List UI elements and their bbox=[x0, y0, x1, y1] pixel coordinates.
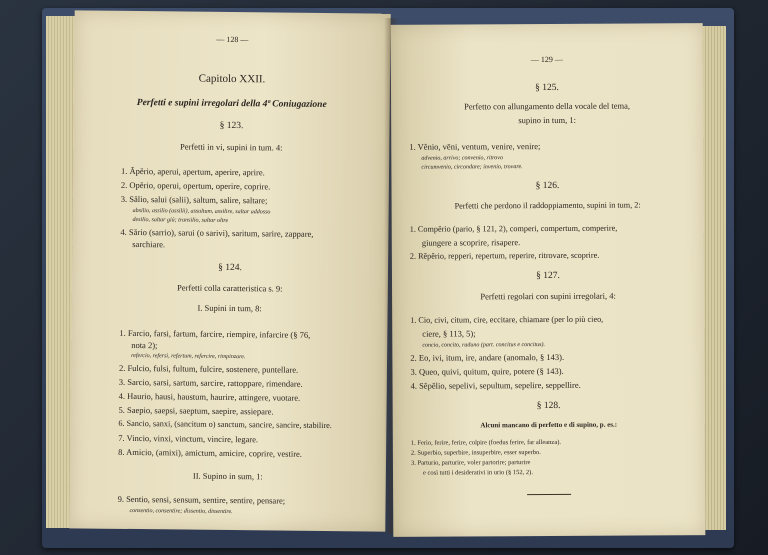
list-item: 8. Amicio, (amixi), amictum, amicire, coprire, vestire. bbox=[118, 446, 303, 459]
list-item: 1. Ăpĕrio, aperui, apertum, aperire, aprire. bbox=[120, 165, 265, 178]
list-note: absilio, assilio (assilii), assultum, assilire, saltar addosso bbox=[132, 207, 271, 216]
section-heading: § 124. bbox=[218, 262, 242, 274]
chapter-subtitle: Perfetti e supini irregolari della 4ª Coniugazione bbox=[136, 98, 327, 111]
section-title: Perfetti in vi, supini in tum. 4: bbox=[179, 141, 283, 153]
section-heading: § 126. bbox=[535, 180, 560, 192]
end-rule bbox=[527, 494, 571, 495]
section-heading: § 123. bbox=[219, 120, 244, 132]
list-item: 2. Fulcio, fulsi, fultum, fulcire, sostenere, puntellare. bbox=[118, 362, 299, 375]
section-title: Perfetti regolari con supini irregolari, 4: bbox=[480, 290, 616, 302]
section-title: Perfetti che perdono il raddoppiamento, supini in tum, 2: bbox=[454, 200, 641, 211]
list-item: 4. Haurio, hausi, haustum, haurire, attingere, vuotare. bbox=[118, 390, 301, 403]
section-heading: § 127. bbox=[536, 270, 560, 282]
list-item: 1. Ferio, ferire, ferire, colpire (foedus ferire, far alleanza). bbox=[410, 438, 562, 447]
list-note: refercio, refersi, refertum, refercire, rimpinzare. bbox=[131, 352, 246, 361]
left-page bbox=[69, 10, 390, 531]
list-note: advenio, arrivo; convenio, ritrovo bbox=[421, 155, 503, 162]
page-number: — 128 — bbox=[216, 34, 249, 45]
section-title: Alcuni mancano di perfetto e di supino, p. es.: bbox=[480, 420, 618, 430]
list-item: 2. Rĕpĕrio, repperi, repertum, reperire, ritrovare, scoprire. bbox=[409, 250, 600, 261]
page-number: — 129 — bbox=[530, 54, 563, 65]
subsection-title: I. Supini in tum, 8: bbox=[197, 302, 262, 314]
list-item: 4. Sĕpĕlio, sepelivi, sepultum, sepelire, seppellire. bbox=[410, 379, 581, 391]
list-item: 1. Vĕnio, vēni, ventum, venire, venire; bbox=[409, 141, 541, 152]
section-title: Perfetti colla caratteristica s. 9: bbox=[177, 282, 283, 294]
list-note: circumvenio, circondare; invenio, trovare. bbox=[421, 164, 523, 171]
list-item: e così tutti i desiderativi in urio (§ 152, 2). bbox=[422, 469, 533, 477]
list-item: 9. Sentio, sensi, sensum, sentire, sentire, pensare; bbox=[117, 493, 286, 506]
list-note: desilio, saltar giù; transilio, saltar oltre bbox=[132, 216, 229, 224]
list-item: 1. Compĕrio (pario, § 121, 2), comperi, compertum, comperire, bbox=[409, 223, 618, 234]
list-item: 1. Cio, civi, citum, cire, eccitare, chiamare (per lo più cieo, bbox=[410, 314, 604, 325]
list-item: 3. Sarcio, sarsi, sartum, sarcire, rattoppare, rimendare. bbox=[118, 376, 303, 389]
list-item: 2. Opĕrio, operui, opertum, operire, coprire. bbox=[120, 179, 271, 192]
subsection-title: II. Supino in sum, 1: bbox=[192, 470, 263, 482]
list-item: 3. Queo, quivi, quitum, quire, potere (§ 143). bbox=[410, 365, 564, 377]
list-note: concio, concito, raduno (part. concitus e concitus). bbox=[422, 342, 545, 349]
list-item: 3. Sălio, salui (salii), saltum, salire, saltare; bbox=[120, 193, 268, 206]
right-page bbox=[391, 23, 706, 537]
list-item: 1. Farcio, farsi, fartum, farcire, riempire, infarcire (§ 76, bbox=[119, 327, 311, 340]
section-heading: § 128. bbox=[536, 400, 561, 412]
list-item: 6. Sancio, sanxi, (sancitum o) sanctum, sancire, sancire, stabilire. bbox=[118, 418, 332, 431]
list-item: 2. Superbio, superbire, insuperbire, esser superbo. bbox=[410, 449, 541, 457]
list-item: 7. Vincio, vinxi, vinctum, vincire, legare. bbox=[118, 432, 259, 445]
list-item: 3. Parturio, parturire, voler partorire; parturire bbox=[410, 459, 531, 467]
chapter-heading: Capitolo XXII. bbox=[198, 72, 266, 86]
section-title: Perfetto con allungamento della vocale del tema, bbox=[464, 100, 631, 112]
section-title: supino in tum, 1: bbox=[518, 114, 577, 126]
list-item: sarchiare. bbox=[132, 238, 166, 250]
list-item: 2. Eo, ivi, itum, ire, andare (anomalo, § 143). bbox=[410, 351, 565, 363]
list-note: consentio, consentire; dissentio, dissentire. bbox=[129, 507, 233, 516]
list-item: giungere a scoprire, risapere. bbox=[421, 237, 521, 248]
list-item: ciere, § 113, 5); bbox=[422, 328, 476, 339]
section-heading: § 125. bbox=[535, 82, 559, 94]
list-item: 4. Sărio (sarrio), sarui (o sarivi), saritum, sarire, zappare, bbox=[120, 226, 314, 239]
list-item: nota 2); bbox=[131, 339, 158, 351]
list-item: 5. Saepio, saepsi, saeptum, saepire, assiepare. bbox=[118, 404, 274, 417]
